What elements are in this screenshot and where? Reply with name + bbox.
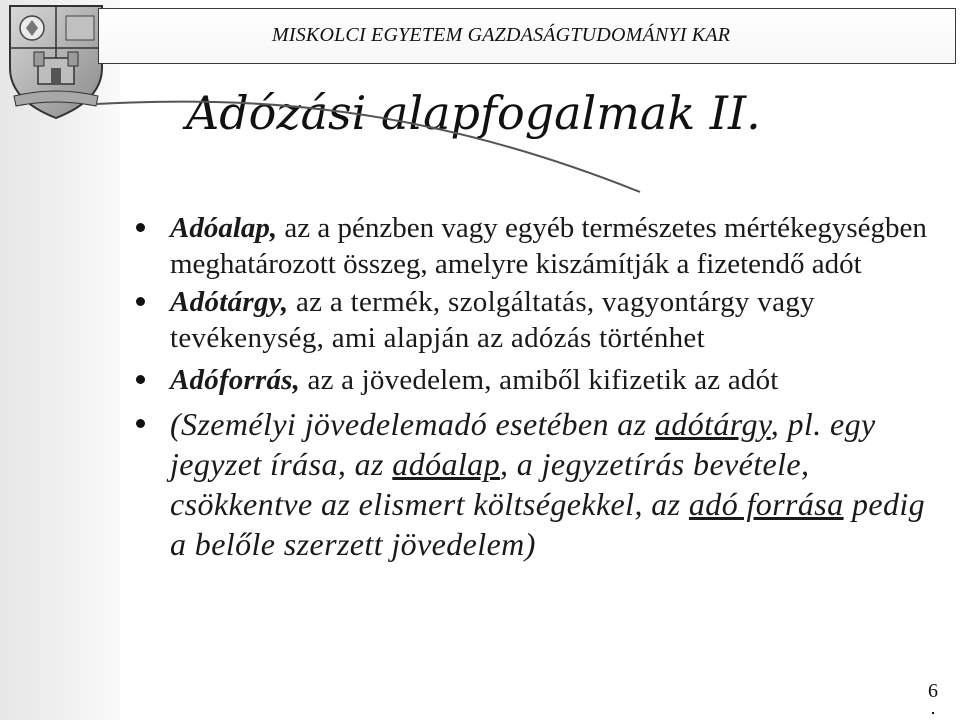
footer-dot — [932, 712, 934, 714]
term-adotargy: Adótárgy, — [170, 286, 289, 318]
example-text-1: (Személyi jövedelemadó esetében az — [170, 406, 655, 442]
example-term-adotargy: adótárgy — [654, 406, 771, 442]
bullet-example — [136, 404, 946, 564]
bullet-adotargy — [136, 284, 946, 356]
definition-adoalap: az a pénzben vagy egyéb természetes mértékegységben meghatározott összeg, amelyre kiszámítják a fizetendő adót — [170, 212, 927, 280]
bullet-dot — [136, 223, 145, 232]
example-term-ado-forrasa: adó forrása — [688, 486, 844, 522]
example-text-2: , pl. egy jegyzet írása, az — [170, 406, 876, 482]
bullet-adoforras — [136, 362, 946, 398]
example-text-3: , a jegyzetírás bevétele, csökkentve az elismert költségekkel, az — [170, 446, 810, 522]
bullet-adoalap — [136, 210, 946, 282]
page-number: 6 — [928, 680, 938, 702]
definition-adotargy: az a termék, szolgáltatás, vagyontárgy vagy tevékenység, ami alapján az adózás történhet — [170, 286, 815, 354]
example-term-adoalap: adóalap — [392, 446, 500, 482]
slide-content — [136, 210, 946, 564]
definition-adoforras: az a jövedelem, amiből kifizetik az adót — [300, 364, 779, 396]
example-text-4: pedig a belőle szerzett jövedelem) — [170, 486, 926, 562]
bullet-dot — [136, 419, 145, 428]
bullet-dot — [136, 375, 145, 384]
term-adoalap: Adóalap, — [170, 212, 278, 244]
institution-name: MISKOLCI EGYETEM GAZDASÁGTUDOMÁNYI KAR — [272, 24, 731, 46]
bullet-dot — [136, 297, 145, 306]
university-crest-icon — [4, 2, 108, 122]
term-adoforras: Adóforrás, — [170, 364, 301, 396]
slide-title: Adózási alapfogalmak II. — [186, 86, 761, 140]
